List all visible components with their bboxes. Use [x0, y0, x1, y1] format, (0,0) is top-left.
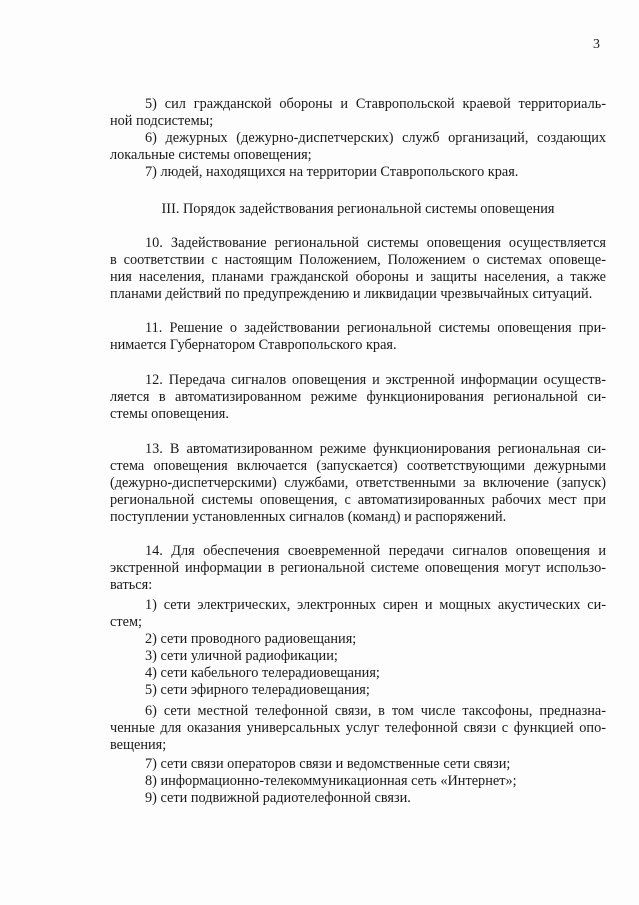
list-item: 9) сети подвижной радиотелефонной связи. — [145, 790, 411, 806]
section-heading: III. Порядок задействования региональной системы оповещения — [161, 201, 555, 217]
list-item: 4) сети кабельного телерадиовещания; — [145, 665, 380, 681]
text-line: 6) дежурных (дежурно-диспетчерских) служб организаций, создающих — [145, 130, 606, 146]
list-item: 8) информационно-телекоммуникационная сеть «Интернет»; — [145, 773, 517, 789]
text-line: ваться: — [110, 577, 153, 593]
text-line: 12. Передача сигналов оповещения и экстренной информации осуществ- — [145, 372, 606, 388]
text-line: (дежурно-диспетчерскими) службами, ответственными за включение (запуск) — [110, 475, 606, 491]
text-line: 13. В автоматизированном режиме функционирования региональная си- — [145, 441, 606, 457]
list-item: 6) сети местной телефонной связи, в том числе таксофоны, предназна- — [145, 703, 606, 719]
text-line: в соответствии с настоящим Положением, Положением о системах оповеще- — [110, 252, 606, 268]
list-item: 1) сети электрических, электронных сирен и мощных акустических си- — [145, 597, 606, 613]
page-number: 3 — [593, 37, 600, 52]
list-item: 3) сети уличной радиофикации; — [145, 648, 338, 664]
text-line: ния населения, планами гражданской обороны и защиты населения, а также — [110, 269, 606, 285]
list-item: 2) сети проводного радиовещания; — [145, 631, 357, 647]
text-line: ченные для оказания универсальных услуг телефонной связи с функцией опо- — [110, 720, 606, 736]
text-line: 10. Задействование региональной системы оповещения осуществляется — [145, 235, 606, 251]
text-line: нимается Губернатором Ставропольского края. — [110, 337, 397, 353]
text-line: стем; — [110, 614, 142, 630]
text-line: 5) сил гражданской обороны и Ставропольской краевой территориаль- — [145, 96, 606, 112]
text-line: поступлении установленных сигналов (команд) и распоряжений. — [110, 509, 507, 525]
text-line: стема оповещения включается (запускается) соответствующими дежурными — [110, 458, 606, 474]
text-line: экстренной информации в региональной системе оповещения могут использо- — [110, 560, 606, 576]
list-item: 5) сети эфирного телерадиовещания; — [145, 682, 370, 698]
text-line: ляется в автоматизированном режиме функционирования региональной си- — [110, 389, 606, 405]
list-item: 7) сети связи операторов связи и ведомственные сети связи; — [145, 756, 511, 772]
text-line: планами действий по предупреждению и ликвидации чрезвычайных ситуаций. — [110, 286, 593, 302]
text-line: стемы оповещения. — [110, 406, 229, 422]
text-line: локальные системы оповещения; — [110, 147, 312, 163]
text-line: 11. Решение о задействовании региональной системы оповещения при- — [145, 320, 606, 336]
text-line: 7) людей, находящихся на территории Ставропольского края. — [145, 164, 519, 180]
text-line: региональной системы оповещения, с автоматизированных рабочих мест при — [110, 492, 606, 508]
text-line: 14. Для обеспечения своевременной передачи сигналов оповещения и — [145, 543, 606, 559]
text-line: вещения; — [110, 737, 167, 753]
text-line: ной подсистемы; — [110, 113, 214, 129]
